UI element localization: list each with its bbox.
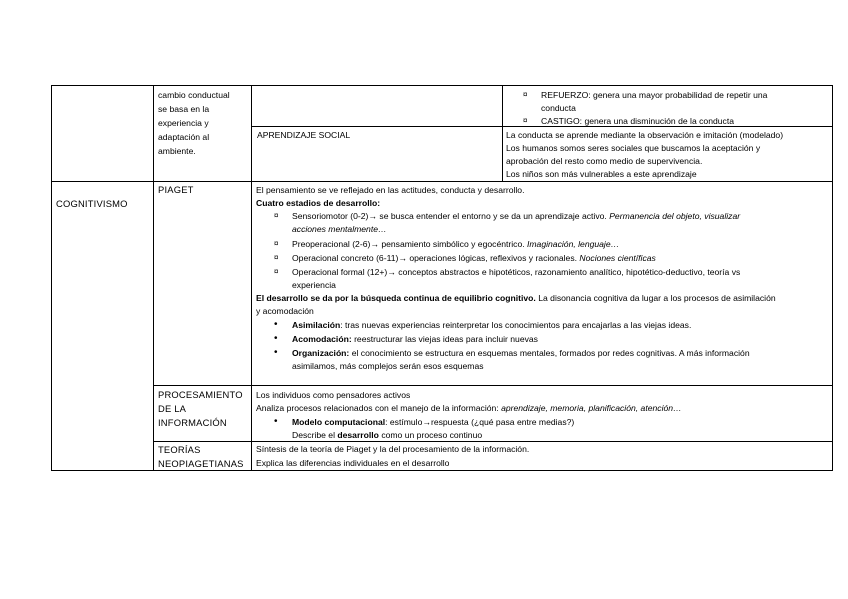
equilibrium-bold: El desarrollo se da por la búsqueda continua de equilibrio cognitivo. (256, 293, 536, 303)
bullet-marker: ¤ (523, 116, 528, 125)
neo-line: Explica las diferencias individuales en el desarrollo (256, 458, 450, 468)
process-text: : tras nuevas experiencias reinterpretar los conocimientos para encajarlas a las viejas ideas. (340, 320, 692, 330)
behaviorism-description (158, 88, 250, 158)
bullet-marker: ¤ (274, 211, 279, 220)
info-line-1: Los individuos como pensadores activos (256, 390, 411, 400)
bullet-marker: ¤ (274, 253, 279, 262)
neo-line: Síntesis de la teoría de Piaget y la del procesamiento de la información. (256, 444, 530, 454)
computational-model (292, 415, 574, 429)
process-text: el conocimiento se estructura en esquemas mentales, formados por redes cognitivas. A más información (349, 348, 750, 358)
stage-continuation: experiencia (292, 280, 336, 290)
model-text: : estímulo→respuesta (¿qué pasa entre medias?) (385, 417, 575, 427)
process-bold: Asimilación (292, 320, 341, 330)
col3-divider (502, 85, 503, 182)
process-continuation: asimilamos, más complejos serán esos esquemas (292, 361, 484, 371)
col2-divider (251, 85, 252, 471)
castigo-line: CASTIGO: genera una disminución de la conducta (541, 116, 734, 126)
stages-heading (256, 196, 380, 210)
info-processing-label (158, 388, 250, 430)
model-bold: Modelo computacional (292, 417, 386, 427)
info-processing-top-border (153, 385, 832, 386)
process-bold: Acomodación: (292, 334, 352, 344)
bullet-marker: • (274, 416, 278, 427)
describe-post: como un proceso continuo (378, 430, 483, 440)
table-right-border (832, 85, 833, 471)
neo-label (158, 443, 252, 471)
process-bold: Organización: (292, 348, 350, 358)
stage-italic: Nociones científicas (579, 253, 656, 263)
bullet-marker: • (274, 347, 278, 358)
equilibrium-text: La disonancia cognitiva da lugar a los procesos de asimilación (535, 293, 776, 303)
cognitivism-label: COGNITIVISMO (56, 198, 128, 209)
stage-text: Preoperacional (2-6)→ pensamiento simbólico y egocéntrico. (292, 239, 528, 249)
describe-bold: desarrollo (337, 430, 379, 440)
process-text: reestructurar las viejas ideas para incluir nuevas (351, 334, 538, 344)
stage-operacional-concreto (292, 251, 656, 265)
label-line: INFORMACIÓN (158, 417, 227, 428)
stage-text: Operacional concreto (6-11)→ operaciones lógicas, reflexivos y racionales. (292, 253, 580, 263)
info-italic: aprendizaje, memoria, planificación, atención… (501, 403, 682, 413)
stage-preoperacional (292, 237, 619, 251)
social-line: Los humanos somos seres sociales que buscamos la aceptación y (506, 143, 761, 153)
text-line: cambio conductual (158, 90, 230, 100)
bullet-marker: ¤ (274, 267, 279, 276)
process-acomodacion (292, 332, 538, 346)
label-line: NEOPIAGETIANAS (158, 458, 244, 469)
info-text: Analiza procesos relacionados con el manejo de la información: (256, 403, 502, 413)
stage-text: Sensoriomotor (0-2)→ se busca entender el entorno y se da un aprendizaje activo. (292, 211, 610, 221)
process-asimilacion (292, 318, 691, 332)
piaget-label: PIAGET (158, 184, 194, 195)
label-line: PROCESAMIENTO (158, 389, 243, 400)
text-line: adaptación al (158, 132, 210, 142)
col1-divider (153, 85, 154, 471)
label-line: TEORÍAS (158, 444, 201, 455)
refuerzo-line-2: conducta (541, 103, 576, 113)
bullet-marker: • (274, 333, 278, 344)
text-line: se basa en la (158, 104, 210, 114)
stages-heading-text: Cuatro estadios de desarrollo: (256, 198, 381, 208)
refuerzo-line-1: REFUERZO: genera una mayor probabilidad de repetir una (541, 90, 768, 100)
stage-operacional-formal: Operacional formal (12+)→ conceptos abstractos e hipotéticos, razonamiento analítico, hipotético-deductivo, teoría vs (292, 267, 741, 277)
stage-italic: Permanencia del objeto, visualizar (609, 211, 741, 221)
label-line: DE LA (158, 403, 187, 414)
equilibrium-continuation: y acomodación (256, 306, 314, 316)
table-top-border (51, 85, 832, 86)
social-line: Los niños son más vulnerables a este aprendizaje (506, 169, 697, 179)
piaget-intro: El pensamiento se ve reflejado en las actitudes, conducta y desarrollo. (256, 185, 525, 195)
equilibrium-line (256, 291, 776, 305)
bullet-marker: • (274, 319, 278, 330)
describe-pre: Describe el (292, 430, 338, 440)
stage-italic: Imaginación, lenguaje… (527, 239, 620, 249)
cognitivism-row-top-border (51, 181, 832, 182)
stage-sensoriomotor (292, 209, 740, 223)
table-left-border (51, 85, 52, 471)
stage-continuation (292, 222, 387, 236)
social-line: aprobación del resto como medio de supervivencia. (506, 156, 703, 166)
stage-italic: acciones mentalmente… (292, 224, 387, 234)
describe-line (292, 428, 482, 442)
social-line: La conducta se aprende mediante la observación e imitación (modelado) (506, 130, 784, 140)
process-organizacion (292, 346, 750, 360)
info-line-2 (256, 401, 682, 415)
bullet-marker: ¤ (274, 239, 279, 248)
social-learning-label: APRENDIZAJE SOCIAL (257, 130, 351, 140)
text-line: ambiente. (158, 146, 196, 156)
text-line: experiencia y (158, 118, 209, 128)
bullet-marker: ¤ (523, 90, 528, 99)
